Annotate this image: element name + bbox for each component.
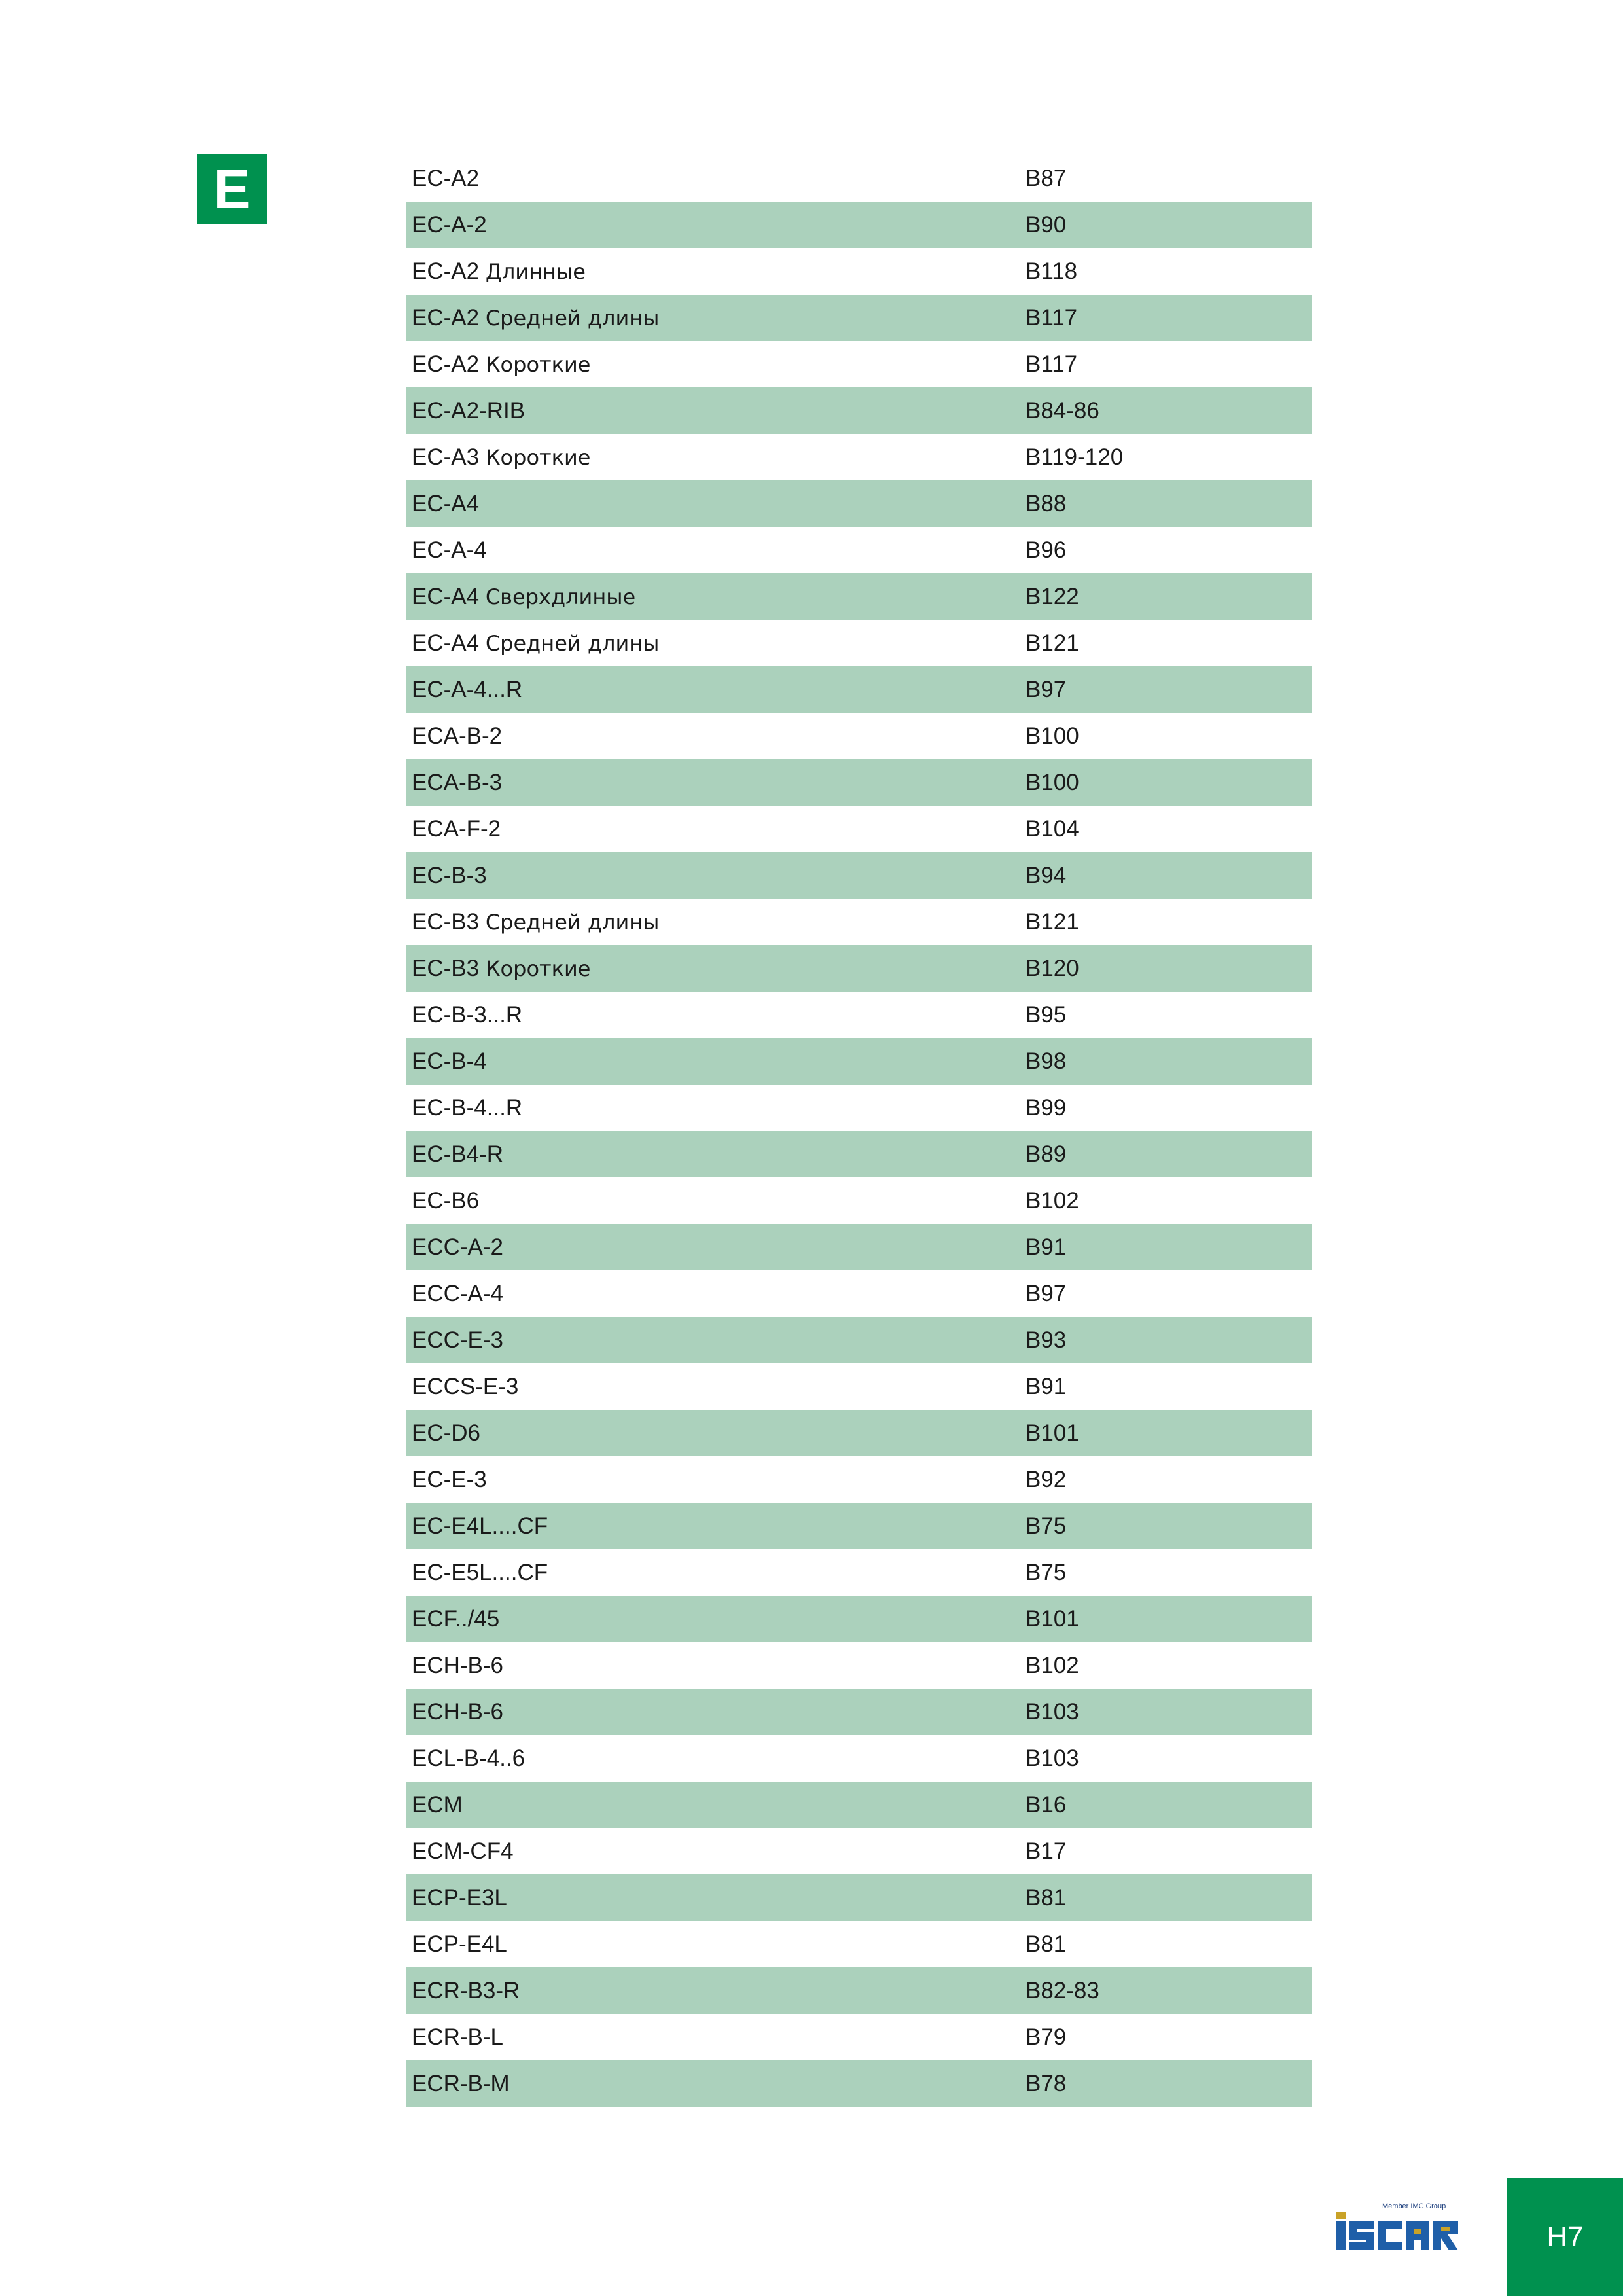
page-reference: B103 — [1026, 1698, 1079, 1725]
product-length-note: Средней длины — [485, 909, 660, 935]
logo-letter-c — [1378, 2221, 1402, 2250]
product-code: ECF../45 — [412, 1605, 500, 1632]
product-code: ECP-E4L — [412, 1931, 507, 1957]
table-row — [406, 713, 1312, 759]
page-reference: B100 — [1026, 769, 1079, 795]
product-code: EC-E4L....CF — [412, 1513, 548, 1539]
table-row — [406, 1549, 1312, 1596]
logo-letter-a — [1406, 2221, 1429, 2250]
product-code-cell — [406, 863, 1026, 889]
page-reference: B103 — [1026, 1745, 1079, 1771]
product-code-cell — [406, 259, 1026, 285]
product-code-cell — [406, 1606, 1026, 1632]
product-length-note: Средней длины — [485, 305, 660, 331]
product-code-cell — [406, 1420, 1026, 1446]
product-code: EC-B-3...R — [412, 1001, 523, 1028]
product-code-cell — [406, 1327, 1026, 1354]
table-row — [406, 1456, 1312, 1503]
product-code: EC-A2 — [412, 304, 480, 331]
table-row — [406, 1363, 1312, 1410]
table-row — [406, 1689, 1312, 1735]
product-code: EC-D6 — [412, 1420, 481, 1446]
product-code-cell — [406, 1467, 1026, 1493]
product-code: EC-A2 — [412, 258, 480, 284]
product-code: EC-A4 — [412, 583, 480, 609]
table-row — [406, 1828, 1312, 1874]
table-row — [406, 899, 1312, 945]
page-reference: B117 — [1026, 304, 1078, 331]
product-code: EC-A-2 — [412, 211, 487, 238]
product-code-cell — [406, 491, 1026, 517]
product-code-cell — [406, 1978, 1026, 2004]
page-reference: B121 — [1026, 908, 1079, 935]
product-code: EC-A3 — [412, 444, 480, 470]
product-length-note: Сверхдлиные — [485, 584, 636, 609]
page-reference: B100 — [1026, 723, 1079, 749]
product-code: EC-A2-RIB — [412, 397, 526, 423]
product-code-cell — [406, 166, 1026, 192]
page-reference: B102 — [1026, 1652, 1079, 1678]
product-code-cell — [406, 305, 1026, 331]
table-row — [406, 2060, 1312, 2107]
table-row — [406, 666, 1312, 713]
page-reference: B89 — [1026, 1141, 1067, 1167]
page-reference: B88 — [1026, 490, 1067, 516]
page-reference: B117 — [1026, 351, 1078, 377]
product-code: EC-A-4...R — [412, 676, 523, 702]
product-code-cell — [406, 351, 1026, 378]
table-row — [406, 1874, 1312, 1921]
product-code-cell — [406, 909, 1026, 935]
page-reference: B102 — [1026, 1187, 1079, 1213]
logo-tagline: Member IMC Group — [1382, 2202, 1446, 2210]
product-code-cell — [406, 1188, 1026, 1214]
page-reference: B96 — [1026, 537, 1067, 563]
table-row — [406, 480, 1312, 527]
table-row — [406, 945, 1312, 992]
product-length-note: Длинные — [485, 259, 586, 284]
product-code: ECH-B-6 — [412, 1698, 504, 1725]
page-reference: B82-83 — [1026, 1977, 1099, 2003]
table-row — [406, 295, 1312, 341]
product-code-cell — [406, 956, 1026, 982]
product-code: ECH-B-6 — [412, 1652, 504, 1678]
table-row — [406, 1410, 1312, 1456]
product-code-cell — [406, 1281, 1026, 1307]
table-row — [406, 155, 1312, 202]
product-length-note: Короткие — [485, 444, 591, 470]
product-code-cell — [406, 1234, 1026, 1261]
product-code: ECC-E-3 — [412, 1327, 504, 1353]
page-reference: B101 — [1026, 1605, 1079, 1632]
page-reference: B92 — [1026, 1466, 1067, 1492]
product-code-cell — [406, 816, 1026, 842]
page-reference: B94 — [1026, 862, 1067, 888]
logo-letter-r — [1433, 2221, 1458, 2250]
page-reference: B99 — [1026, 1094, 1067, 1121]
product-code-cell — [406, 1653, 1026, 1679]
index-table — [406, 155, 1312, 2107]
table-row — [406, 1270, 1312, 1317]
table-row — [406, 1317, 1312, 1363]
page-reference: B90 — [1026, 211, 1067, 238]
page-reference: B17 — [1026, 1838, 1067, 1864]
product-code: EC-B6 — [412, 1187, 480, 1213]
product-code-cell — [406, 677, 1026, 703]
page-reference: B118 — [1026, 258, 1078, 284]
product-code-cell — [406, 212, 1026, 238]
product-code-cell — [406, 1839, 1026, 1865]
table-row — [406, 527, 1312, 573]
product-code: EC-B3 — [412, 908, 480, 935]
table-row — [406, 1782, 1312, 1828]
product-code: ECR-B-M — [412, 2070, 510, 2096]
table-row — [406, 1642, 1312, 1689]
page-reference: B87 — [1026, 165, 1067, 191]
section-letter-badge: E — [197, 154, 267, 224]
table-row — [406, 387, 1312, 434]
product-code: ECCS-E-3 — [412, 1373, 519, 1399]
table-row — [406, 1085, 1312, 1131]
page-reference: B75 — [1026, 1513, 1067, 1539]
page-number-tab: H7 — [1507, 2178, 1623, 2296]
logo-dot — [1336, 2212, 1346, 2219]
page-reference: B93 — [1026, 1327, 1067, 1353]
product-code-cell — [406, 398, 1026, 424]
product-code: ECM — [412, 1791, 463, 1818]
table-row — [406, 852, 1312, 899]
table-row — [406, 1503, 1312, 1549]
table-row — [406, 202, 1312, 248]
page-reference: B78 — [1026, 2070, 1067, 2096]
table-row — [406, 1038, 1312, 1085]
table-row — [406, 1596, 1312, 1642]
product-length-note: Средней длины — [485, 630, 660, 656]
page-reference: B75 — [1026, 1559, 1067, 1585]
product-code-cell — [406, 1792, 1026, 1818]
page-reference: B91 — [1026, 1373, 1067, 1399]
table-row — [406, 806, 1312, 852]
product-code: ECA-B-3 — [412, 769, 503, 795]
table-row — [406, 2014, 1312, 2060]
logo-letter-i — [1336, 2221, 1346, 2250]
page-reference: B91 — [1026, 1234, 1067, 1260]
table-row — [406, 434, 1312, 480]
table-row — [406, 341, 1312, 387]
logo-letter-r-bar — [1441, 2227, 1450, 2231]
product-code: ECR-B3-R — [412, 1977, 520, 2003]
product-code: ECL-B-4..6 — [412, 1745, 526, 1771]
product-code: EC-B-4 — [412, 1048, 487, 1074]
page-reference: B122 — [1026, 583, 1079, 609]
product-code: ECA-B-2 — [412, 723, 503, 749]
table-row — [406, 1967, 1312, 2014]
product-code-cell — [406, 1560, 1026, 1586]
product-code-cell — [406, 1699, 1026, 1725]
page-reference: B120 — [1026, 955, 1079, 981]
product-code-cell — [406, 584, 1026, 610]
product-code-cell — [406, 1931, 1026, 1958]
product-code: EC-A4 — [412, 630, 480, 656]
product-code-cell — [406, 2071, 1026, 2097]
product-code: EC-A2 — [412, 351, 480, 377]
logo-letter-a-bar — [1414, 2229, 1421, 2234]
table-row — [406, 573, 1312, 620]
table-row — [406, 1224, 1312, 1270]
product-code-cell — [406, 444, 1026, 471]
product-code: ECC-A-4 — [412, 1280, 504, 1306]
table-row — [406, 248, 1312, 295]
product-code: EC-A-4 — [412, 537, 487, 563]
page-reference: B119-120 — [1026, 444, 1124, 470]
product-code-cell — [406, 537, 1026, 564]
product-code: EC-B-3 — [412, 862, 487, 888]
product-code: ECC-A-2 — [412, 1234, 504, 1260]
product-code-cell — [406, 723, 1026, 749]
page-reference: B104 — [1026, 816, 1079, 842]
product-code-cell — [406, 2024, 1026, 2051]
product-code: EC-A2 — [412, 165, 480, 191]
product-code-cell — [406, 1513, 1026, 1539]
product-code: EC-B3 — [412, 955, 480, 981]
iscar-logo — [1334, 2198, 1471, 2257]
product-code-cell — [406, 1885, 1026, 1911]
product-code: ECR-B-L — [412, 2024, 504, 2050]
product-code: EC-B4-R — [412, 1141, 504, 1167]
page-reference: B101 — [1026, 1420, 1079, 1446]
page-reference: B16 — [1026, 1791, 1067, 1818]
product-code-cell — [406, 1095, 1026, 1121]
product-code: EC-A4 — [412, 490, 480, 516]
product-code: ECP-E3L — [412, 1884, 507, 1910]
page-reference: B84-86 — [1026, 397, 1099, 423]
page-reference: B81 — [1026, 1884, 1067, 1910]
page-reference: B97 — [1026, 1280, 1067, 1306]
table-row — [406, 992, 1312, 1038]
product-code: EC-E-3 — [412, 1466, 487, 1492]
product-code-cell — [406, 1746, 1026, 1772]
table-row — [406, 1177, 1312, 1224]
table-row — [406, 1131, 1312, 1177]
product-code-cell — [406, 1374, 1026, 1400]
table-row — [406, 620, 1312, 666]
table-row — [406, 759, 1312, 806]
table-row — [406, 1735, 1312, 1782]
page-reference: B95 — [1026, 1001, 1067, 1028]
product-length-note: Короткие — [485, 351, 591, 377]
product-code: EC-B-4...R — [412, 1094, 523, 1121]
table-row — [406, 1921, 1312, 1967]
page-reference: B121 — [1026, 630, 1079, 656]
product-code-cell — [406, 1141, 1026, 1168]
product-code: ECA-F-2 — [412, 816, 501, 842]
product-length-note: Короткие — [485, 956, 591, 981]
product-code-cell — [406, 630, 1026, 656]
logo-letter-s — [1349, 2221, 1374, 2250]
product-code: ECM-CF4 — [412, 1838, 514, 1864]
page-reference: B81 — [1026, 1931, 1067, 1957]
page-reference: B98 — [1026, 1048, 1067, 1074]
product-code-cell — [406, 1049, 1026, 1075]
product-code-cell — [406, 770, 1026, 796]
product-code-cell — [406, 1002, 1026, 1028]
page-reference: B97 — [1026, 676, 1067, 702]
page-reference: B79 — [1026, 2024, 1067, 2050]
product-code: EC-E5L....CF — [412, 1559, 548, 1585]
